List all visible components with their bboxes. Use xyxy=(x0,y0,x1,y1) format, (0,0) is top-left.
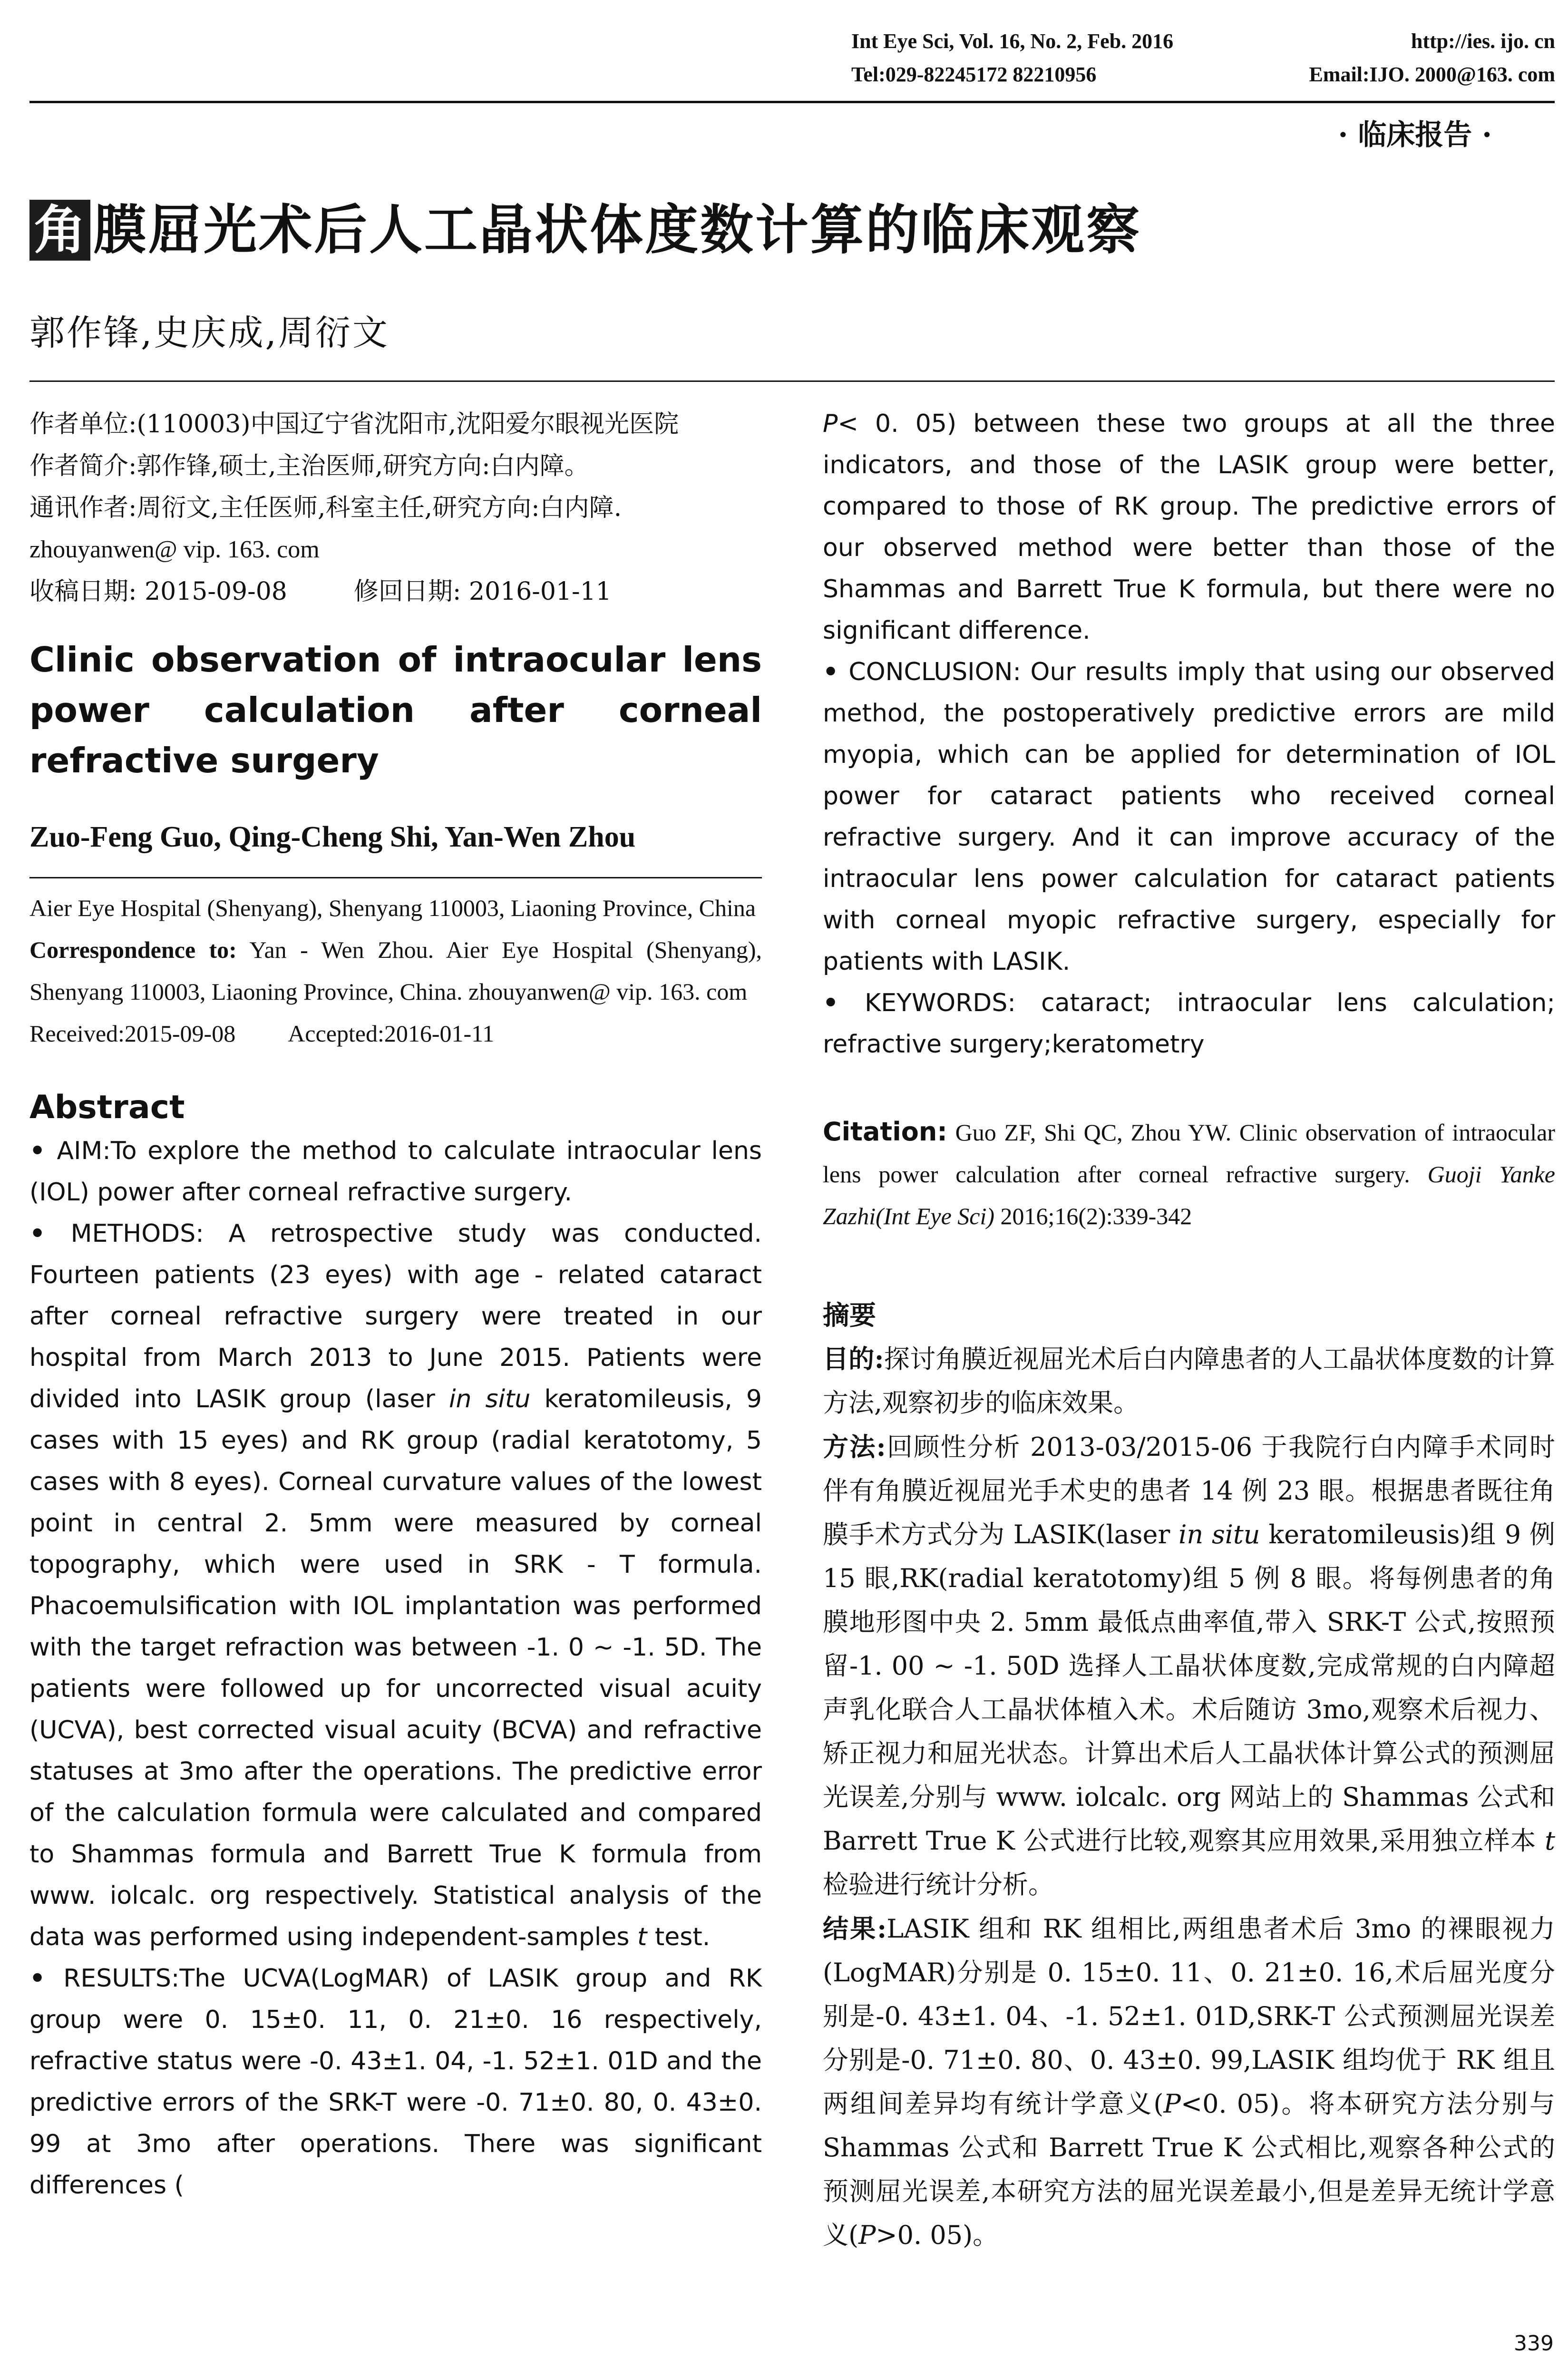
dates-cn xyxy=(29,571,762,613)
citation-journal: Guoji Yanke Zazhi(Int Eye Sci) xyxy=(823,1161,1555,1229)
abstract-methods-cn: 方法:回顾性分析 2013-03/2015-06 于我院行白内障手术同时伴有角膜近视屈光手术史的患者 14 例 23 眼。根据患者既往角膜手术方式分为 LASIK(laser in situ keratomileusis)组 9 例 15 眼,RK(radial keratotomy)组 5 例 8 眼。将每例患者的角膜地形图中央 2. 5mm 最低点曲率值,带入 SRK-T 公式,按照预留-1. 00 ~ -1. 50D 选择人工晶状体度数,完成常规的白内障超声乳化联合人工晶状体植入术。术后随访 3mo,观察术后视力、矫正视力和屈光状态。计算出术后人工晶状体计算公式的预测屈光误差,分别与 www. iolcalc. org 网站上的 Shammas 公式和 Barrett True K 公式进行比较,观察其应用效果,采用独立样本 t 检验进行统计分析。 xyxy=(823,1432,1556,1900)
citation-label: Citation: xyxy=(823,1117,947,1147)
correspondence-en xyxy=(29,929,762,1013)
abstract-cn-heading: 摘要 xyxy=(823,1300,876,1331)
title-cn-text: 膜屈光术后人工晶状体度数计算的临床观察 xyxy=(93,199,1141,261)
journal-email[interactable]: Email:IJO. 2000@163. com xyxy=(1309,63,1555,86)
received-date-en: Received:2015-09-08 xyxy=(29,1020,236,1047)
title-cn xyxy=(29,200,1141,261)
authors-en: Zuo-Feng Guo, Qing-Cheng Shi, Yan-Wen Zhou xyxy=(29,821,636,853)
correspondence-label: Correspondence to: xyxy=(29,936,237,963)
journal-url[interactable]: http://ies. ijo. cn xyxy=(1411,29,1555,53)
abstract-aim-en: • AIM:To explore the method to calculate intraocular lens (IOL) power after corneal refractive surgery. xyxy=(29,1137,762,1207)
abstract-conclusion-en: • CONCLUSION: Our results imply that using our observed method, the postoperatively predictive errors are mild myopia, which can be applied for determination of IOL power for cataract patients who received corneal refractive surgery. And it can improve accuracy of the intraocular lens power calculation for cataract patients with corneal myopic refractive surgery, especially for patients with LASIK. xyxy=(823,658,1556,976)
revised-date-cn: 修回日期: 2016-01-11 xyxy=(353,577,612,606)
journal-issue-line: Int Eye Sci, Vol. 16, No. 2, Feb. 2016 xyxy=(851,29,1174,53)
abstract-results-en-part2: P< 0. 05) between these two groups at all the three indicators, and those of the LASIK group were better, compared to those of RK group. The predictive errors of our observed method were better than those of the Shammas and Barrett True K formula, but there were no significant difference. xyxy=(823,409,1555,645)
authors-en-divider xyxy=(29,877,762,878)
accepted-date-en: Accepted:2016-01-11 xyxy=(288,1020,495,1047)
abstract-results-en-part1: • RESULTS:The UCVA(LogMAR) of LASIK group and RK group were 0. 15±0. 11, 0. 21±0. 16 respectively, refractive status were -0. 43±1. 04, -1. 52±1. 01D and the predictive errors of the SRK-T were -0. 71±0. 80, 0. 43±0. 99 at 3mo after operations. There was significant differences ( xyxy=(29,1964,762,2200)
abstract-methods-en: • METHODS: A retrospective study was conducted. Fourteen patients (23 eyes) with age - related cataract after corneal refractive surgery were treated in our hospital from March 2013 to June 2015. Patients were divided into LASIK group (laser in situ keratomileusis, 9 cases with 15 eyes) and RK group (radial keratotomy, 5 cases with 8 eyes). Corneal curvature values of the lowest point in central 2. 5mm were measured by corneal topography, which were used in SRK - T formula. Phacoemulsification with IOL implantation was performed with the target refraction was between -1. 0 ~ -1. 5D. The patients were followed up for uncorrected visual acuity (UCVA), best corrected visual acuity (BCVA) and refractive statuses at 3mo after the operations. The predictive error of the calculation formula were calculated and compared to Shammas formula and Barrett True K formula from www. iolcalc. org respectively. Statistical analysis of the data was performed using independent-samples t test. xyxy=(29,1219,762,1951)
abstract-keywords-en: • KEYWORDS: cataract; intraocular lens calculation; refractive surgery;keratometry xyxy=(823,989,1555,1059)
left-column xyxy=(29,403,762,2206)
abstract-en-heading: Abstract xyxy=(29,1089,185,1126)
corresponding-author: 通讯作者:周衍文,主任医师,科室主任,研究方向:白内障. xyxy=(29,494,622,522)
results-en-text: RESULTS:The UCVA(LogMAR) of LASIK group and RK group were 0. 15±0. 11, 0. 21±0. 16 respectively, refractive status were -0. 43±1. 04, -1. 52±1. 01D and the predictive errors of the SRK-T were -0. 71±0. 80, 0. 43±0. 99 at 3mo after operations. There was significant differences ( xyxy=(29,1964,762,2200)
page-number: 339 xyxy=(1514,2331,1554,2356)
citation: Citation: Guo ZF, Shi QC, Zhou YW. Clinic observation of intraocular lens power calculation after corneal refractive surgery. Guoji Yanke Zazhi(Int Eye Sci) 2016;16(2):339-342 xyxy=(823,1117,1555,1229)
dates-en xyxy=(29,1013,762,1054)
authors-cn: 郭作锋,史庆成,周衍文 xyxy=(29,312,390,353)
author-unit: 作者单位:(110003)中国辽宁省沈阳市,沈阳爱尔眼视光医院 xyxy=(29,410,679,438)
authors-divider xyxy=(29,380,1555,382)
abstract-results-cn: 结果:LASIK 组和 RK 组相比,两组患者术后 3mo 的裸眼视力(LogMAR)分别是 0. 15±0. 11、0. 21±0. 16,术后屈光度分别是-0. 43±1. 04、-1. 52±1. 01D,SRK-T 公式预测屈光误差分别是-0. 71±0. 80、0. 43±0. 99,LASIK 组均优于 RK 组且两组间差异均有统计学意义(P<0. 05)。将本研究方法分别与 Shammas 公式和 Barrett True K 公式相比,观察各种公式的预测屈光误差,本研究方法的屈光误差最小,但是差异无统计学意义(P>0. 05)。 xyxy=(823,1913,1556,2250)
journal-tel: Tel:029-82245172 82210956 xyxy=(851,63,1097,86)
header-divider xyxy=(29,101,1555,103)
section-tag: · 临床报告 · xyxy=(1338,118,1492,152)
correspondence-text: Yan - Wen Zhou. Aier Eye Hospital (Shenyang), Shenyang 110003, Liaoning Province, China. zhouyanwen@ vip. 163. com xyxy=(29,936,762,1005)
affiliation-text: Aier Eye Hospital (Shenyang), Shenyang 110003, Liaoning Province, China xyxy=(29,895,756,921)
abstract-aim-cn: 目的:探讨角膜近视屈光术后白内障患者的人工晶状体度数的计算方法,观察初步的临床效果。 xyxy=(823,1344,1555,1418)
journal-header xyxy=(851,25,1555,91)
received-date-cn: 收稿日期: 2015-09-08 xyxy=(29,577,287,606)
author-bio: 作者简介:郭作锋,硕士,主治医师,研究方向:白内障。 xyxy=(29,452,589,480)
title-cn-initial: 角 xyxy=(29,200,90,261)
affiliation-en xyxy=(29,887,762,1054)
right-column xyxy=(823,403,1555,2257)
title-en: Clinic observation of intraocular lens power calculation after corneal refractive surgery xyxy=(29,640,762,780)
corresponding-email[interactable]: zhouyanwen@ vip. 163. com xyxy=(29,536,320,563)
